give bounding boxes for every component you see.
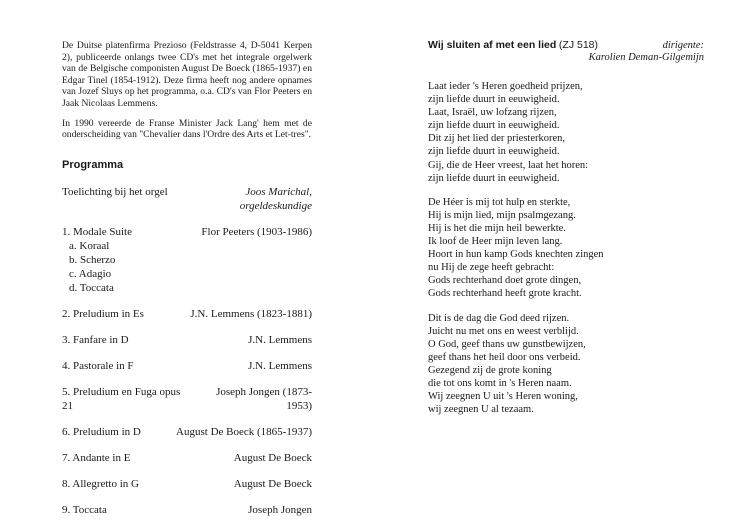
program-item-title: 7. Andante in E [62,451,131,464]
program-list [62,213,312,517]
lyric-line: nu Hij de zege heeft gebracht: [428,262,555,274]
program-movement: a. Koraal [69,239,110,252]
program-item-title: 3. Fanfare in D [62,333,129,346]
program-movement: d. Toccata [69,281,114,294]
program-spacer [62,213,312,225]
program-item [62,477,312,491]
program-item [62,425,312,439]
lyric-line: zijn liefde duurt in eeuwigheid. [428,94,560,106]
stanza [428,312,704,417]
program-item-title: 2. Preludium in Es [62,307,144,320]
lyric-line: Ik loof de Heer mijn leven lang. [428,236,563,248]
program-spacer [62,465,312,477]
lyric-line: Hij is mijn lied, mijn psalmgezang. [428,209,576,221]
conductor-label: dirigente: [662,40,704,51]
program-item [62,359,312,373]
program-heading: Programma [62,158,124,171]
lyric-line: Dit is de dag die God deed rijzen. [428,312,570,324]
program-spacer [62,413,312,425]
program-item-title: 9. Toccata [62,503,107,516]
program-spacer [62,491,312,503]
lyric-line: zijn liefde duurt in eeuwigheid. [428,120,560,132]
program-item-title: 1. Modale Suite [62,225,132,238]
lyric-line: Laat, Israël, uw lofzang rijzen, [428,107,557,119]
right-column [428,39,704,416]
program-item-composer: August De Boeck [233,451,312,464]
program-item-title: 8. Allegretto in G [62,477,139,490]
song-reference: (ZJ 518) [558,39,598,51]
program-spacer [62,295,312,307]
song-lyrics [428,80,704,416]
program-item-composer: Flor Peeters (1903-1986) [201,225,312,238]
stanza [428,196,704,301]
lyric-line: Laat ieder 's Heren goedheid prijzen, [428,81,583,92]
program-item [62,225,312,239]
program-item-composer: J.N. Lemmens [248,359,312,372]
lyric-line: Gods rechterhand heeft grote kracht. [428,288,582,300]
program-spacer [62,373,312,385]
intro-paragraph: De Duitse platenfirma Prezioso (Feldstrasse 4, D-5041 Kerpen 2), publiceerde onlangs twee CD's met het integrale orgelwerk van de Belgische componisten August De Boeck (1865-1937) en Edgar Tinel (1854-1912). Deze firma heeft nog andere opnames van Jozef Sluys op het programma, o.a. CD's van Flor Peeters en Jaak Nicolaas Lemmens. [62,40,312,109]
stanza [428,80,704,185]
program-spacer [62,347,312,359]
lyric-line: Wij zeegnen U uit 's Heren woning, [428,391,578,403]
lyric-line: Dit zij het lied der priesterkoren, [428,133,566,145]
program-item-composer: Joseph Jongen [248,503,312,516]
program-item-composer: August De Boeck [233,477,312,490]
song-title: Wij sluiten af met een lied [428,39,557,51]
organ-commentary-speaker [240,185,312,213]
program-item-composer: Joseph Jongen (1873-1953) [216,385,312,412]
lyric-line: zijn liefde duurt in eeuwigheid. [428,172,560,184]
lyric-line: Hij is het die mijn heil bewerkte. [428,222,566,234]
lyric-line: De Héer is mij tot hulp en sterkte, [428,196,571,208]
conductor-name: Karolien Deman-Gilgemijn [588,52,704,63]
program-item [62,333,312,347]
lyric-line: Gezegend zij de grote koning [428,364,552,376]
lyric-line: Hoort in hun kamp Gods knechten zingen [428,249,604,261]
lyric-line: geef thans het heil door ons verbeid. [428,351,581,363]
program-item [62,385,312,413]
program-spacer [62,321,312,333]
award-paragraph: In 1990 vereerde de Franse Minister Jack Lang' hem met de onderscheiding van "Chevalier dans l'Ordre des Arts et Let-tres". [62,117,312,141]
program-movement: b. Scherzo [69,253,116,266]
left-column [62,40,312,517]
program-item-title: 5. Preludium en Fuga opus 21 [62,385,181,412]
program-item-title: 6. Preludium in D [62,425,141,438]
program-item [62,451,312,465]
program-item [62,503,312,517]
program-item-title: 4. Pastorale in F [62,359,134,372]
lyric-line: Juicht nu met ons en weest verblijd. [428,325,579,337]
speaker-name: Joos Marichal, [245,185,312,198]
organ-commentary-label: Toelichting bij het orgel [62,185,168,198]
song-header [428,39,704,51]
program-movement: c. Adagio [69,267,112,280]
program-spacer [62,439,312,451]
lyric-line: wij zeegnen U al tezaam. [428,404,534,416]
lyric-line: zijn liefde duurt in eeuwigheid. [428,146,560,158]
program-item [62,307,312,321]
lyric-line: O God, geef thans uw gunstbewijzen, [428,338,586,350]
lyric-line: Gods rechterhand doet grote dingen, [428,275,582,287]
program-item-composer: J.N. Lemmens [248,333,312,346]
speaker-role: orgeldeskundige [239,199,312,212]
lyric-line: die tot ons komt in 's Heren naam. [428,377,572,389]
organ-commentary-row [62,185,312,213]
lyric-line: Gij, die de Heer vreest, laat het horen: [428,159,589,171]
program-item-composer: August De Boeck (1865-1937) [176,425,312,438]
program-item-composer: J.N. Lemmens (1823-1881) [190,307,312,320]
